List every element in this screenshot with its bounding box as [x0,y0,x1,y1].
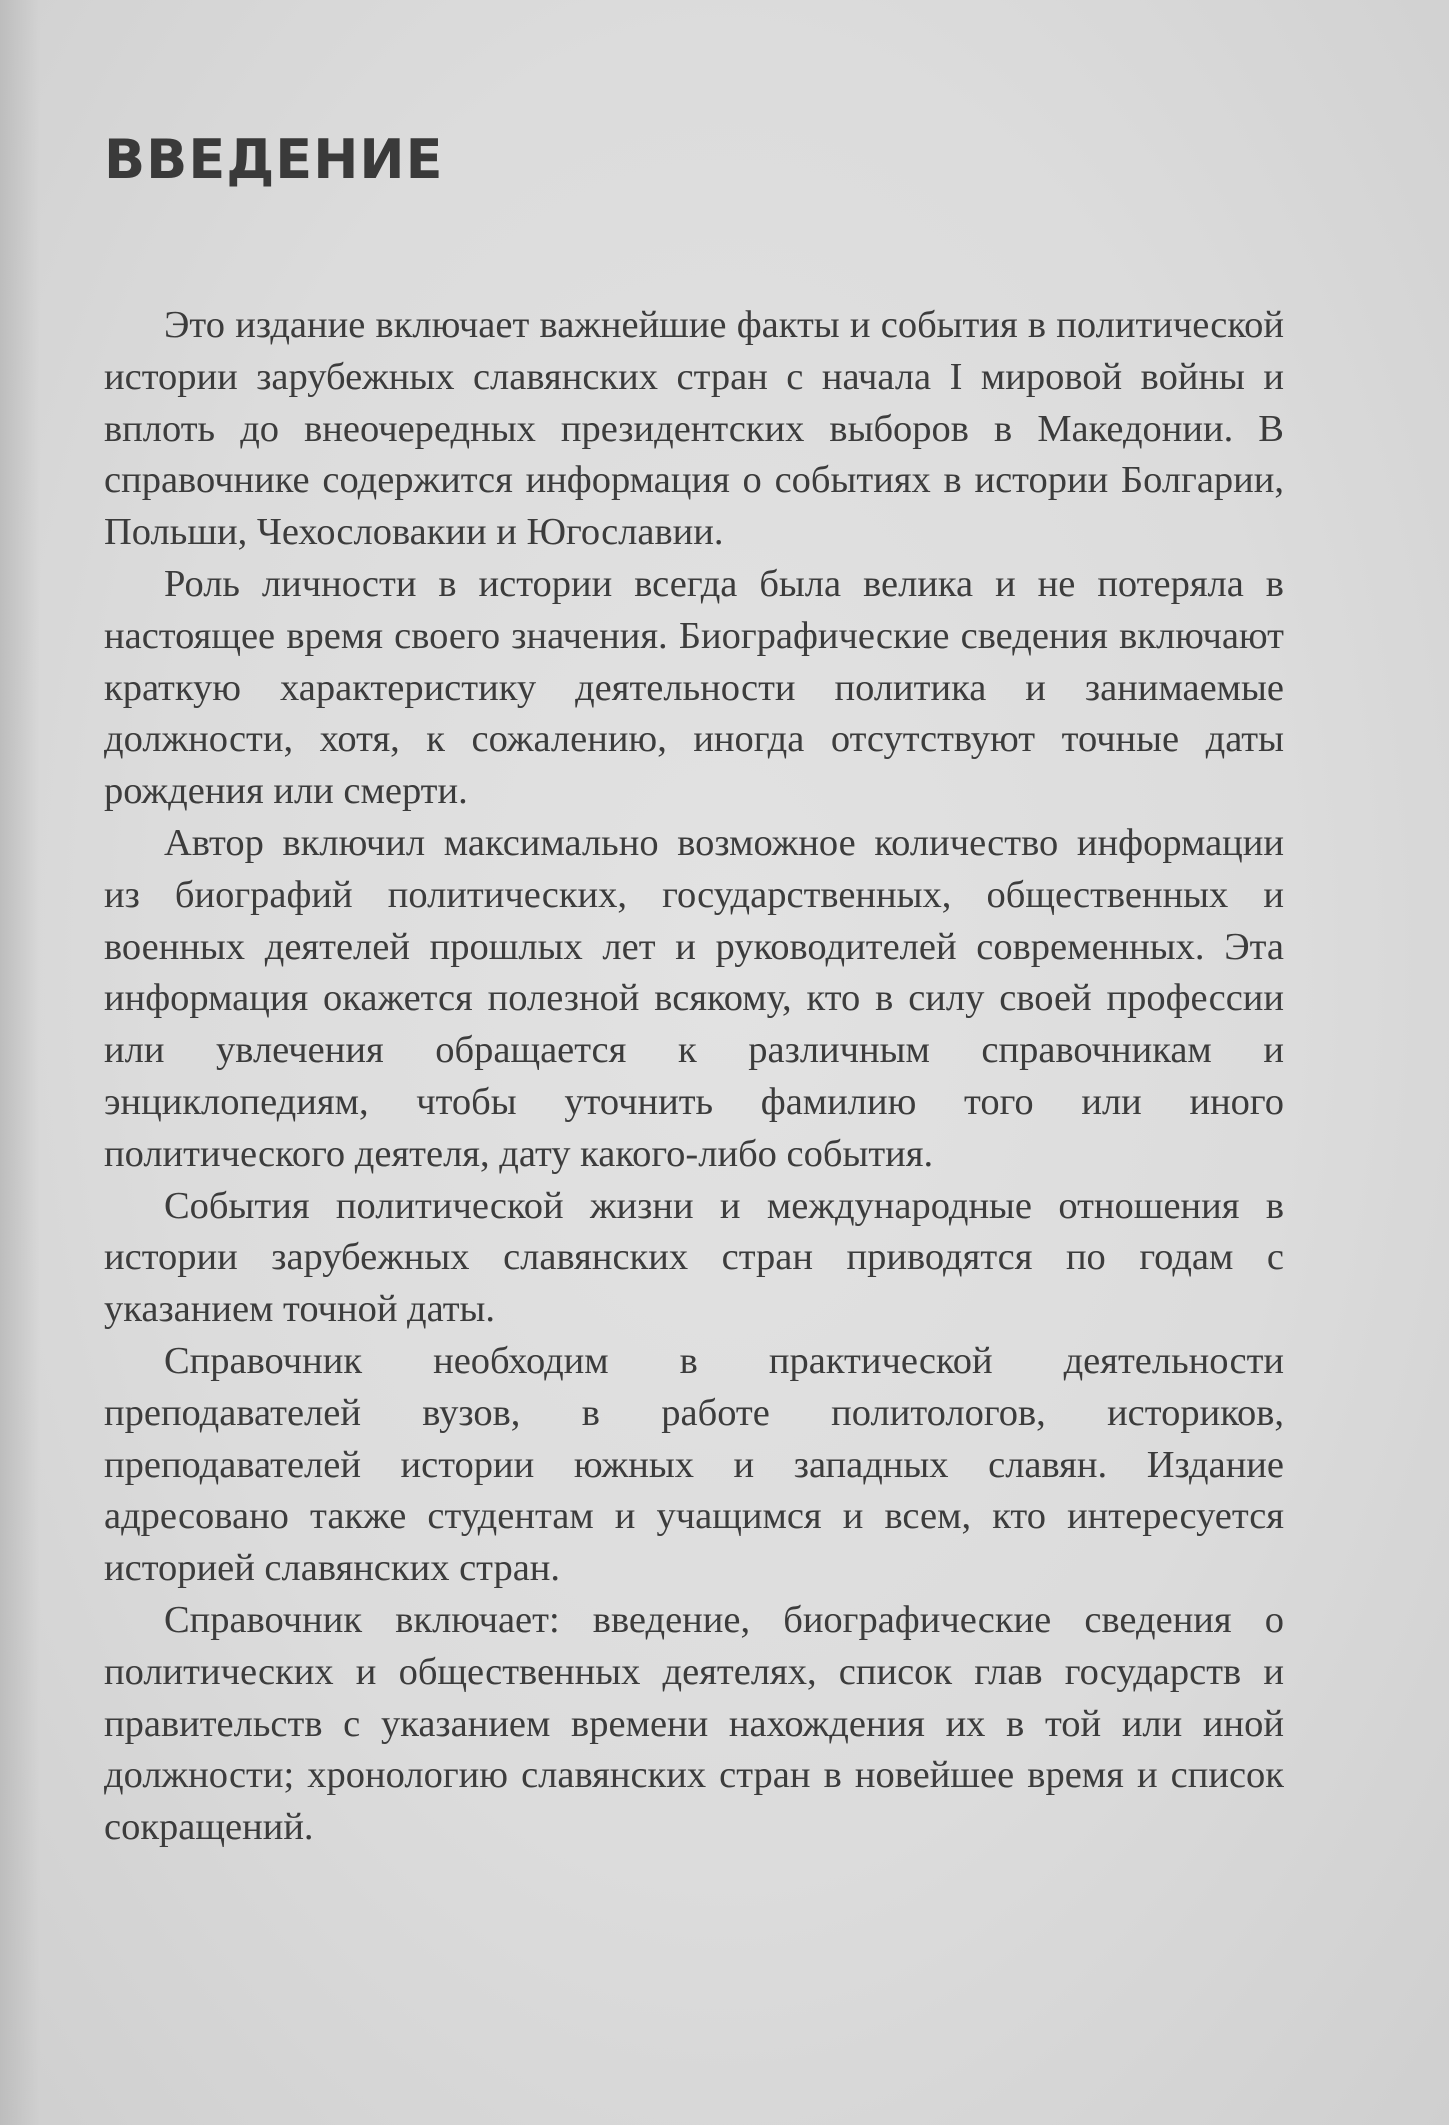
paragraph-author: Автор включил максимально возможное количество информации из биографий политических, государственных, общественных и военных деятелей прошлых лет и руководителей современных. Эта информация окажется полезной всякому, кто в силу своей профессии или увлечения обращается к различным справочникам и энциклопедиям, чтобы уточнить фамилию того или иного политического деятеля, дату какого-либо события. [104,821,1284,1175]
paragraph-biographies: Роль личности в истории всегда была велика и не потеряла в настоящее время своего значения. Биографические сведения включают краткую характеристику деятельности политика и занимаемые должности, хотя, к сожалению, иногда отсутствуют точные даты рождения или смерти. [104,562,1284,813]
paragraph-contents: Справочник включает: введение, биографические сведения о политических и общественных деятелях, список глав государств и правительств с указанием времени нахождения их в той или иной должности; хронологию славянских стран в новейшее время и список сокращений. [104,1598,1284,1849]
page-spine-shadow [0,0,40,2125]
page-title: ВВЕДЕНИЕ [104,128,444,191]
paragraph-audience: Справочник необходим в практической деятельности преподавателей вузов, в работе политологов, историков, преподавателей истории южных и западных славян. Издание адресовано также студентам и учащимся и всем, кто интересуется историей славянских стран. [104,1339,1284,1590]
page-body [104,300,1284,1854]
paragraph-intro: Это издание включает важнейшие факты и события в политической истории зарубежных славянских стран с начала I мировой войны и вплоть до внеочередных президентских выборов в Македонии. В справочнике содержится информация о событиях в истории Болгарии, Польши, Чехословакии и Югославии. [104,304,1284,554]
paragraph-events: События политической жизни и международные отношения в истории зарубежных славянских стран приводятся по годам с указанием точной даты. [104,1184,1284,1331]
